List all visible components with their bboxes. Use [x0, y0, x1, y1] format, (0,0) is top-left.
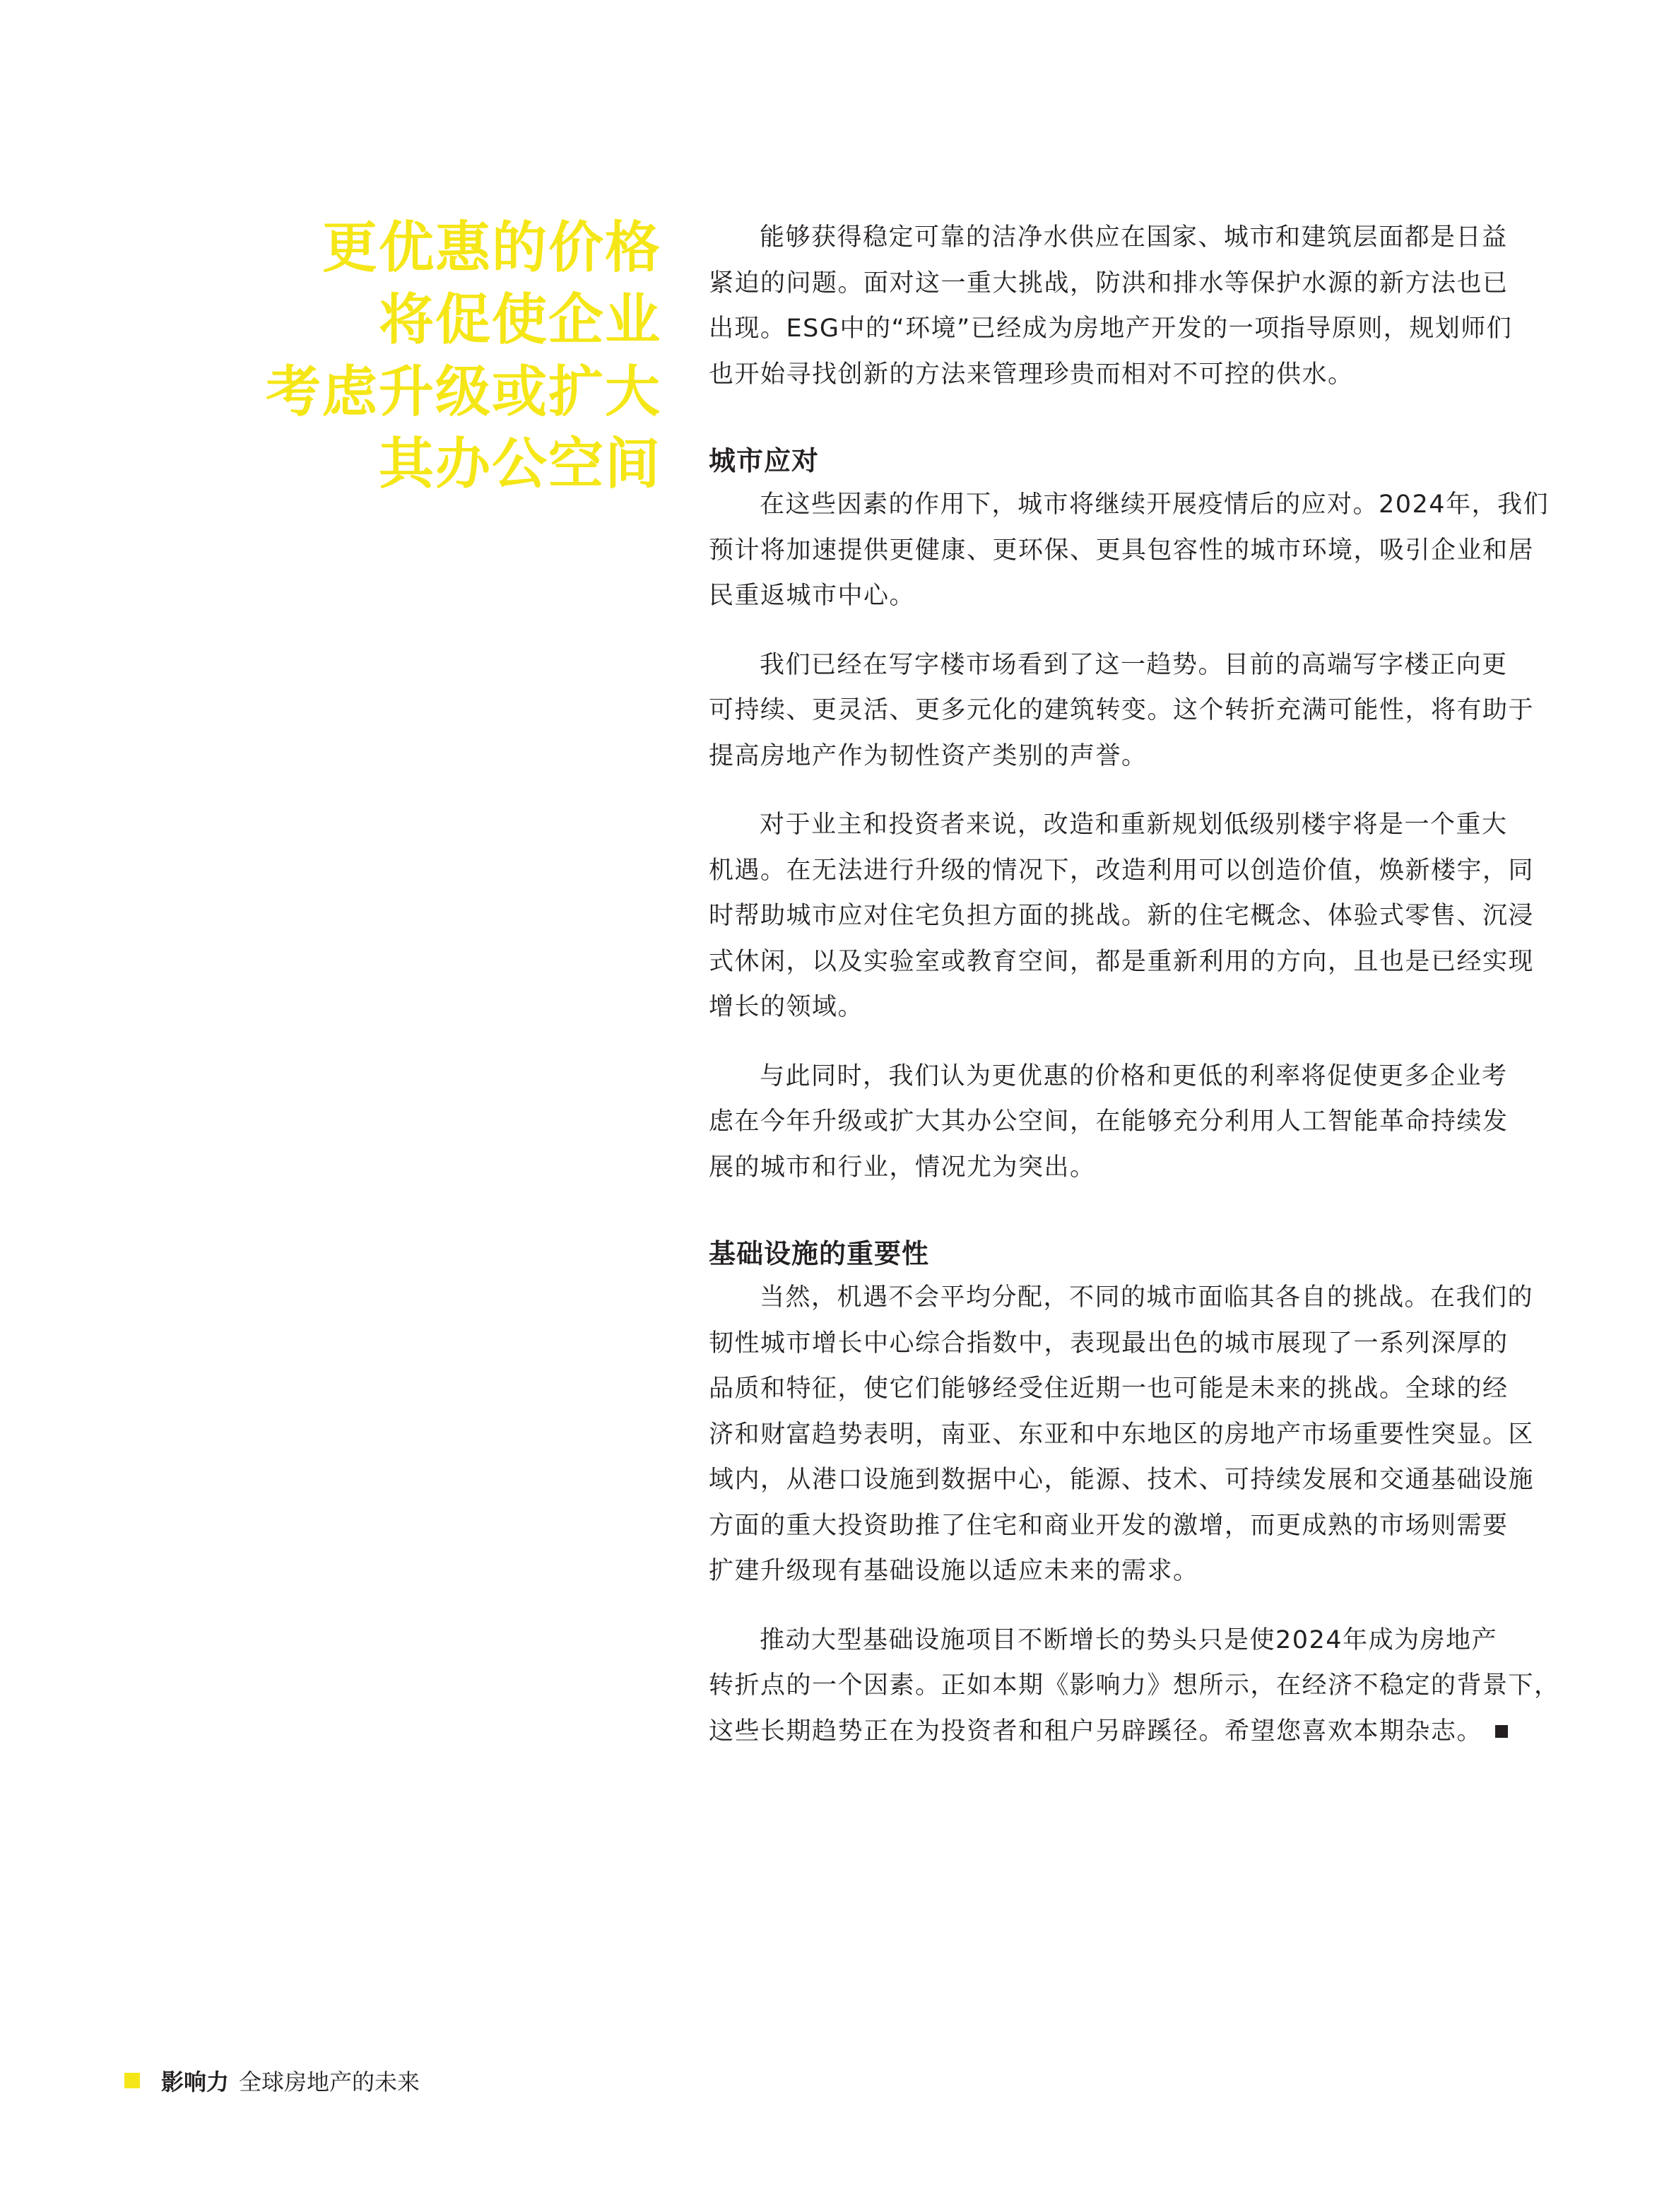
yellow-square-icon — [124, 2073, 140, 2088]
body-paragraph — [709, 1275, 1535, 1594]
body-paragraph — [709, 642, 1535, 780]
text-line: 扩建升级现有基础设施以适应未来的需求。 — [709, 1557, 1199, 1585]
text-line: 增长的领域。 — [709, 993, 864, 1021]
publication-subtitle: 全球房地产的未来 — [239, 2069, 420, 2095]
text-line: 我们已经在写字楼市场看到了这一趋势。目前的高端写字楼正向更 — [760, 650, 1508, 679]
text-line: 机遇。在无法进行升级的情况下，改造利用可以创造价值，焕新楼宇，同 — [709, 856, 1535, 885]
text-line: 当然，机遇不会平均分配，不同的城市面临其各自的挑战。在我们的 — [760, 1283, 1534, 1312]
text-line: 式休闲，以及实验室或教育空间，都是重新利用的方向，且也是已经实现 — [709, 947, 1535, 976]
text-line: 预计将加速提供更健康、更环保、更具包容性的城市环境，吸引企业和居 — [709, 536, 1535, 565]
text-line: 民重返城市中心。 — [709, 582, 916, 610]
article-body — [709, 215, 1560, 1754]
text-line: 在这些因素的作用下，城市将继续开展疫情后的应对。2024年，我们 — [760, 490, 1550, 519]
text-line: 济和财富趋势表明，南亚、东亚和中东地区的房地产市场重要性突显。区 — [709, 1420, 1535, 1449]
pull-quote-line: 考虑升级或扩大 — [265, 360, 661, 424]
text-line: 也开始寻找创新的方法来管理珍贵而相对不可控的供水。 — [709, 360, 1354, 389]
publication-name: 影响力 — [161, 2069, 230, 2095]
text-line: 出现。ESG中的“环境”已经成为房地产开发的一项指导原则，规划师们 — [709, 314, 1513, 343]
intro-paragraph — [709, 215, 1535, 397]
text-line: 韧性城市增长中心综合指数中，表现最出色的城市展现了一系列深厚的 — [709, 1329, 1509, 1358]
page-footer — [124, 2066, 420, 2095]
text-line: 对于业主和投资者来说，改造和重新规划低级别楼宇将是一个重大 — [760, 811, 1508, 839]
body-paragraph — [709, 1618, 1560, 1755]
pull-quote-line: 将促使企业 — [378, 288, 661, 352]
section-heading-infrastructure: 基础设施的重要性 — [709, 1238, 930, 1269]
body-paragraph — [709, 802, 1535, 1030]
text-line: 虑在今年升级或扩大其办公空间，在能够充分利用人工智能革命持续发 — [709, 1107, 1509, 1136]
text-line: 转折点的一个因素。正如本期《影响力》想所示，在经济不稳定的背景下， — [709, 1671, 1560, 1700]
text-line: 时帮助城市应对住宅负担方面的挑战。新的住宅概念、体验式零售、沉浸 — [709, 902, 1535, 930]
body-paragraph — [709, 1054, 1535, 1191]
text-line-last — [709, 1709, 1535, 1755]
text-line: 紧迫的问题。面对这一重大挑战，防洪和排水等保护水源的新方法也已 — [709, 269, 1509, 298]
text-line: 能够获得稳定可靠的洁净水供应在国家、城市和建筑层面都是日益 — [760, 223, 1508, 252]
end-of-article-square-icon — [1495, 1725, 1508, 1738]
text-line: 方面的重大投资助推了住宅和商业开发的激增，而更成熟的市场则需要 — [709, 1511, 1509, 1540]
text-line: 展的城市和行业，情况尤为突出。 — [709, 1153, 1096, 1182]
body-paragraph — [709, 482, 1550, 619]
text-line: 与此同时，我们认为更优惠的价格和更低的利率将促使更多企业考 — [760, 1061, 1508, 1090]
text-line: 品质和特征，使它们能够经受住近期一也可能是未来的挑战。全球的经 — [709, 1375, 1509, 1403]
pull-quote-line: 其办公空间 — [378, 433, 661, 496]
section-heading-city-response: 城市应对 — [709, 445, 820, 476]
text-line: 域内，从港口设施到数据中心，能源、技术、可持续发展和交通基础设施 — [709, 1466, 1535, 1494]
text-line: 提高房地产作为韧性资产类别的声誉。 — [709, 741, 1148, 770]
pull-quote-line: 更优惠的价格 — [322, 216, 661, 280]
pull-quote — [141, 212, 661, 500]
text-line: 这些长期趋势正在为投资者和租户另辟蹊径。希望您喜欢本期杂志。 — [709, 1717, 1483, 1746]
text-line: 可持续、更灵活、更多元化的建筑转变。这个转折充满可能性，将有助于 — [709, 696, 1535, 724]
text-line: 推动大型基础设施项目不断增长的势头只是使2024年成为房地产 — [760, 1625, 1498, 1654]
